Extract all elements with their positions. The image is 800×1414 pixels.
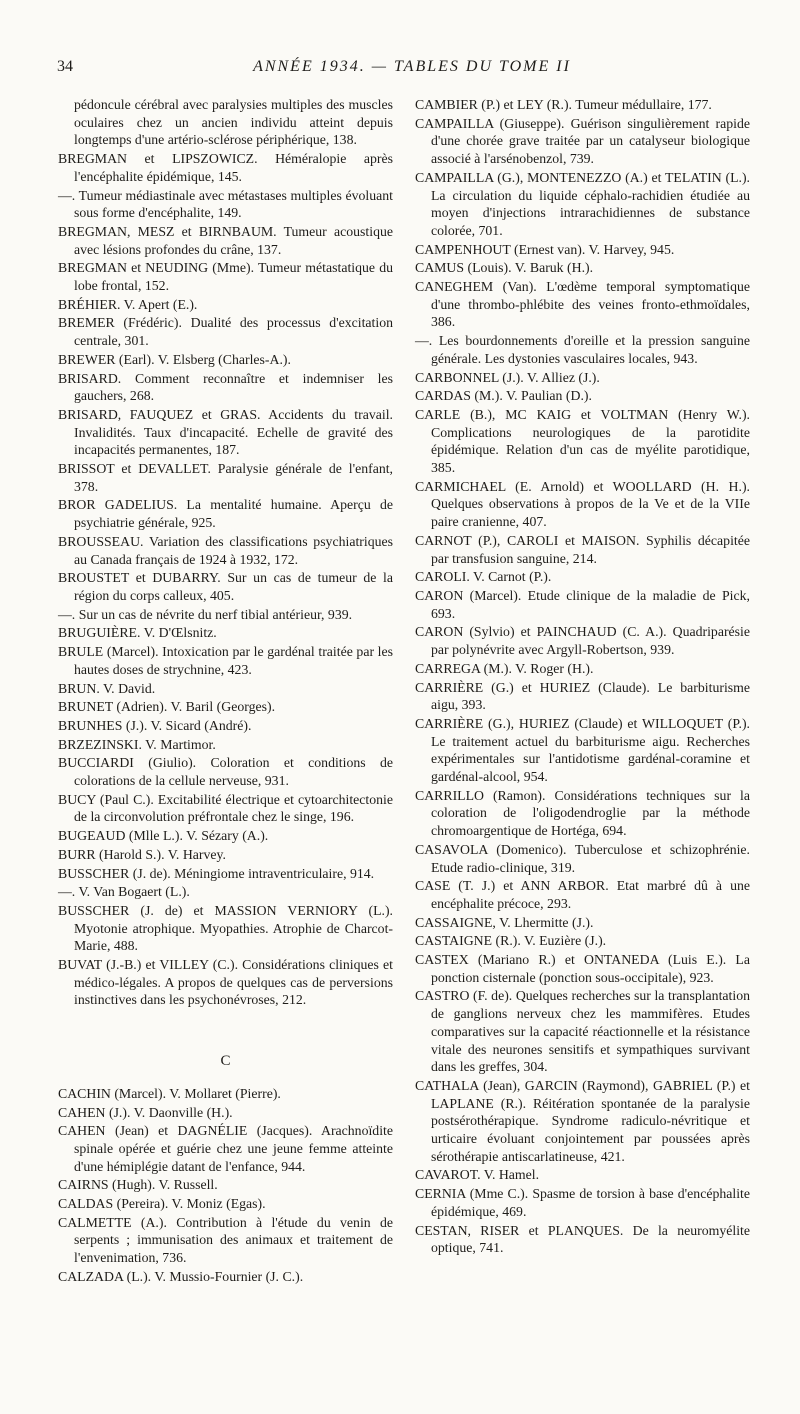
index-entry: CARDAS (M.). V. Paulian (D.). [415, 388, 592, 404]
index-entry: CARMICHAEL (E. Arnold) et WOOLLARD (H. H.). Quelques observations à propos de la Ve et de la VIIe paire cranienne, 407. [415, 478, 750, 530]
page-header [57, 58, 767, 88]
index-entry: CAVAROT. V. Hamel. [415, 1167, 540, 1183]
index-entry: CAMPAILLA (G.), MONTENEZZO (A.) et TELATIN (L.). La circulation du liquide céphalo-rachidien étudiée au moyen d'injections intrarachidiennes de substance colorée, 701. [415, 169, 750, 238]
index-entry: CAMPENHOUT (Ernest van). V. Harvey, 945. [415, 241, 675, 257]
index-entry: CAROLI. V. Carnot (P.). [415, 569, 552, 585]
index-entry: CAHEN (J.). V. Daonville (H.). [58, 1104, 233, 1120]
index-entry: CAMPAILLA (Giuseppe). Guérison singulièrement rapide d'une chorée grave traitée par un catalyseur biologique associé à l'arsénobenzol, 739. [415, 115, 750, 167]
index-entry: CAHEN (Jean) et DAGNÉLIE (Jacques). Arachnoïdite spinale opérée et guérie chez une jeune femme atteinte d'une hémiplégie datant de l'enfance, 944. [58, 1123, 393, 1174]
index-entry: CERNIA (Mme C.). Spasme de torsion à base d'encéphalite épidémique, 469. [415, 1186, 750, 1219]
index-entry: CARRIÈRE (G.), HURIEZ (Claude) et WILLOQUET (P.). Le traitement actuel du barbiturisme aigu. Recherches expérimentales sur l'antidotisme gardénal-coramine et gardénal-alcool, 954. [415, 715, 750, 785]
right-entries [415, 96, 750, 1257]
index-entry: —. Tumeur médiastinale avec métastases multiples évoluant sous forme d'encéphalite, 149. [58, 187, 393, 221]
index-entry: CARLE (B.), MC KAIG et VOLTMAN (Henry W.). Complications neurologiques de la parotidite épidémique. Relation d'un cas de myélite parotidique, 385. [415, 406, 750, 476]
index-entry: CARREGA (M.). V. Roger (H.). [415, 660, 594, 676]
index-entry: BRZEZINSKI. V. Martimor. [58, 736, 216, 752]
index-entry: BROUSTET et DUBARRY. Sur un cas de tumeur de la région du corps calleux, 405. [58, 570, 393, 603]
index-entry: pédoncule cérébral avec paralysies multiples des muscles oculaires chez un ancien individu atteint depuis longtemps d'une artério-sclérose périphérique, 138. [74, 97, 393, 148]
index-entry: BREGMAN et NEUDING (Mme). Tumeur métastatique du lobe frontal, 152. [58, 260, 393, 294]
index-entry: —. Les bourdonnements d'oreille et la pression sanguine générale. Les dystonies vasculaires locales, 943. [415, 333, 750, 366]
index-entry: BROR GADELIUS. La mentalité humaine. Aperçu de psychiatrie générale, 925. [58, 497, 393, 531]
index-entry: CASAVOLA (Domenico). Tuberculose et schizophrénie. Etude radio-clinique, 319. [415, 841, 750, 875]
index-entry: BROUSSEAU. Variation des classifications psychiatriques au Canada français de 1924 à 1932, 172. [58, 533, 393, 567]
index-entry: CARBONNEL (J.). V. Alliez (J.). [415, 369, 600, 385]
index-entry: CESTAN, RISER et PLANQUES. De la neuromyélite optique, 741. [415, 1222, 750, 1256]
index-entry: BRISARD. Comment reconnaître et indemniser les gauchers, 268. [58, 370, 393, 404]
index-entry: CASTRO (F. de). Quelques recherches sur la transplantation de ganglions nerveux chez les mammifères. Etudes comparatives sur la capacité réactionnelle et la résistance vitale des neurones sensitifs et sympathiques survivant dans les greffes, 304. [415, 988, 750, 1075]
index-entry: CASSAIGNE, V. Lhermitte (J.). [415, 914, 594, 930]
index-entry: BRISSOT et DEVALLET. Paralysie générale de l'enfant, 378. [58, 461, 393, 494]
left-c-entries [58, 1085, 393, 1286]
index-entry: BRUGUIÈRE. V. D'Œlsnitz. [58, 625, 217, 641]
index-entry: CACHIN (Marcel). V. Mollaret (Pierre). [58, 1085, 281, 1101]
index-entry: CARRIÈRE (G.) et HURIEZ (Claude). Le barbiturisme aigu, 393. [415, 679, 750, 713]
index-entry: BURR (Harold S.). V. Harvey. [58, 846, 226, 862]
index-entry: CANEGHEM (Van). L'œdème temporal symptomatique d'une thrombo-phlébite des veines fronto-ethmoïdales, 386. [415, 279, 750, 330]
index-entry: BUSSCHER (J. de) et MASSION VERNIORY (L.). Myotonie atrophique. Myopathies. Atrophie de Charcot-Marie, 488. [58, 902, 393, 954]
index-entry: BREGMAN, MESZ et BIRNBAUM. Tumeur acoustique avec lésions profondes du crâne, 137. [58, 223, 393, 257]
index-entry: BREWER (Earl). V. Elsberg (Charles-A.). [58, 351, 291, 367]
index-entry: CARNOT (P.), CAROLI et MAISON. Syphilis décapitée par transfusion sanguine, 214. [415, 532, 750, 566]
index-entry: CAIRNS (Hugh). V. Russell. [58, 1177, 218, 1193]
index-entry: BRULE (Marcel). Intoxication par le gardénal traitée par les hautes doses de strychnine, 423. [58, 644, 393, 677]
section-letter: C [220, 1053, 231, 1070]
index-entry: BUVAT (J.-B.) et VILLEY (C.). Considérations cliniques et médico-légales. A propos de quelques cas de perversions instinctives dans les psychonévroses, 212. [58, 957, 393, 1008]
index-entry: CASTAIGNE (R.). V. Euzière (J.). [415, 933, 607, 949]
index-entry: CALMETTE (A.). Contribution à l'étude du venin de serpents ; immunisation des animaux et traitement de l'envenimation, 736. [58, 1214, 393, 1266]
index-entry: BRUN. V. David. [58, 680, 156, 696]
index-entry: CARRILLO (Ramon). Considérations techniques sur la coloration de l'oligodendroglie par la méthode chromoargentique de Hortéga, 694. [415, 787, 750, 839]
index-entry: CATHALA (Jean), GARCIN (Raymond), GABRIEL (P.) et LAPLANE (R.). Réitération spontanée de la paralysie postsérothérapique. Syndrome radiculo-névritique et urticaire évoluant conjointement par poussées après sérothérapie antiscarlatineuse, 421. [415, 1077, 750, 1164]
running-title: ANNÉE 1934. — TABLES DU TOME II [253, 58, 571, 75]
index-entry: —. V. Van Bogaert (L.). [58, 884, 190, 900]
index-entry: CASTEX (Mariano R.) et ONTANEDA (Luis E.). La ponction cisternale (ponction sous-occipitale), 923. [415, 952, 750, 985]
index-entry: BRÉHIER. V. Apert (E.). [58, 296, 198, 312]
right-column [415, 96, 750, 1258]
index-entry: BRUNET (Adrien). V. Baril (Georges). [58, 699, 276, 715]
index-entry: CAMBIER (P.) et LEY (R.). Tumeur médullaire, 177. [415, 97, 712, 112]
left-column [58, 96, 393, 1287]
left-entries [58, 96, 393, 1009]
index-entry: BRISARD, FAUQUEZ et GRAS. Accidents du travail. Invalidités. Taux d'incapacité. Echelle de gravité des incapacités permanentes, 187. [58, 406, 393, 458]
index-entry: BUCCIARDI (Giulio). Coloration et conditions de colorations de la cellule nerveuse, 931. [58, 755, 393, 789]
index-entry: CALDAS (Pereira). V. Moniz (Egas). [58, 1196, 266, 1212]
index-entry: CARON (Marcel). Etude clinique de la maladie de Pick, 693. [415, 587, 750, 621]
index-entry: BUSSCHER (J. de). Méningiome intraventriculaire, 914. [58, 865, 375, 881]
index-entry: BREMER (Frédéric). Dualité des processus d'excitation centrale, 301. [58, 315, 393, 349]
index-entry: CAMUS (Louis). V. Baruk (H.). [415, 260, 594, 276]
index-entry: CARON (Sylvio) et PAINCHAUD (C. A.). Quadriparésie par polynévrite avec Argyll-Robertson, 939. [415, 624, 750, 658]
index-entry: BUGEAUD (Mlle L.). V. Sézary (A.). [58, 828, 269, 844]
index-entry: —. Sur un cas de névrite du nerf tibial antérieur, 939. [58, 606, 353, 622]
index-entry: CASE (T. J.) et ANN ARBOR. Etat marbré dû à une encéphalite précoce, 293. [415, 878, 750, 911]
index-entry: BUCY (Paul C.). Excitabilité électrique et cytoarchitectonie de la circonvolution préfrontale chez le singe, 196. [58, 791, 393, 825]
index-entry: CALZADA (L.). V. Mussio-Fournier (J. C.). [58, 1268, 304, 1284]
index-entry: BRUNHES (J.). V. Sicard (André). [58, 717, 252, 733]
index-entry: BREGMAN et LIPSZOWICZ. Héméralopie après l'encéphalite épidémique, 145. [58, 151, 393, 184]
page-number: 34 [57, 58, 73, 75]
